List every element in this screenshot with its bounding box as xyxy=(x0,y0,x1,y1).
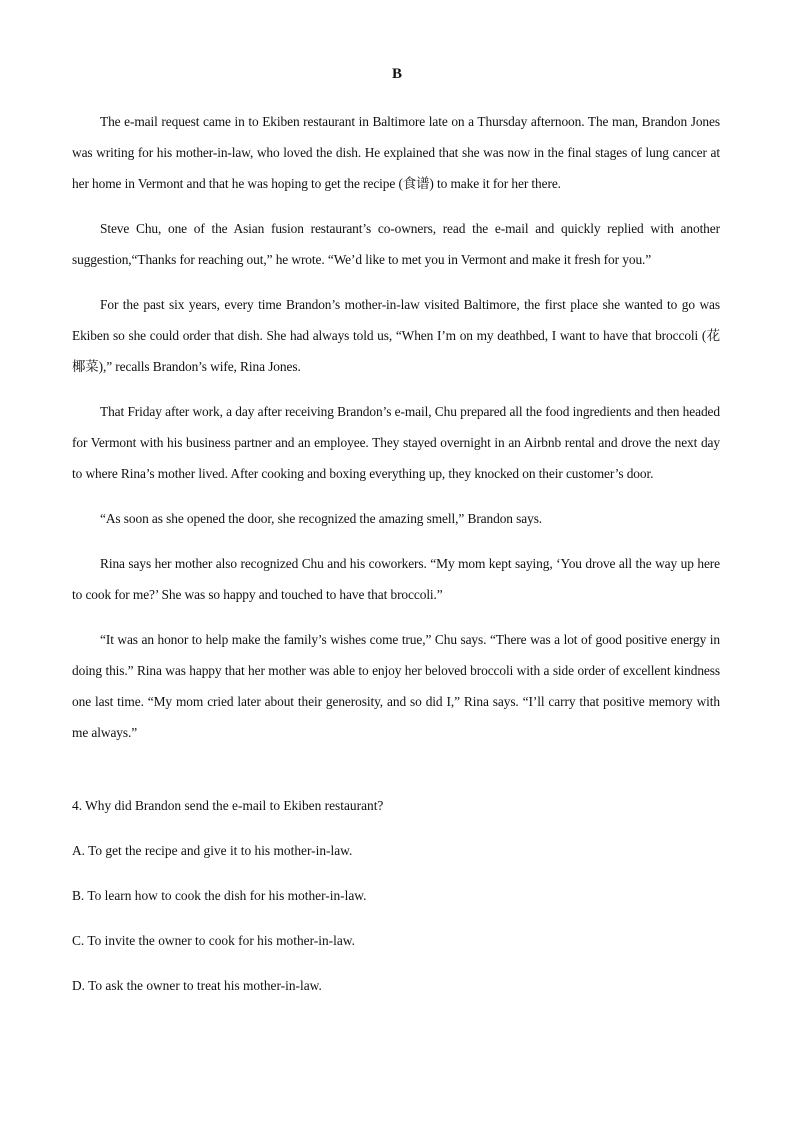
passage-paragraph-7: “It was an honor to help make the family’s wishes come true,” Chu says. “There was a lot of good positive energy in doing this.” Rina was happy that her mother was able to enjoy her beloved broccoli with a side order of excellent kindness one last time. “My mom cried later about their generosity, and so did I,” Rina says. “I’ll carry that positive memory with me always.” xyxy=(72,632,720,740)
answer-option-b[interactable]: B. To learn how to cook the dish for his mother-in-law. xyxy=(72,888,367,903)
passage-paragraph-4: That Friday after work, a day after receiving Brandon’s e-mail, Chu prepared all the food ingredients and then headed for Vermont with his business partner and an employee. They stayed overnight in an Airbnb rental and drove the next day to where Rina’s mother lived. After cooking and boxing everything up, they knocked on their customer’s door. xyxy=(72,404,720,481)
passage-paragraph-6: Rina says her mother also recognized Chu and his coworkers. “My mom kept saying, ‘You drove all the way up here to cook for me?’ She was so happy and touched to have that broccoli.” xyxy=(72,556,720,602)
question-text: 4. Why did Brandon send the e-mail to Ekiben restaurant? xyxy=(72,798,384,813)
reading-passage xyxy=(72,106,720,762)
question-block xyxy=(72,795,720,1020)
section-title: B xyxy=(391,66,402,82)
answer-option-d[interactable]: D. To ask the owner to treat his mother-in-law. xyxy=(72,978,322,993)
answer-option-c[interactable]: C. To invite the owner to cook for his mother-in-law. xyxy=(72,933,355,948)
answer-option-a[interactable]: A. To get the recipe and give it to his mother-in-law. xyxy=(72,843,353,858)
passage-paragraph-1: The e-mail request came in to Ekiben restaurant in Baltimore late on a Thursday afternoon. The man, Brandon Jones was writing for his mother-in-law, who loved the dish. He explained that she was now in the final stages of lung cancer at her home in Vermont and that he was hoping to get the recipe (食谱) to make it for her there. xyxy=(72,114,720,191)
passage-paragraph-2: Steve Chu, one of the Asian fusion restaurant’s co-owners, read the e-mail and quickly replied with another suggestion,“Thanks for reaching out,” he wrote. “We’d like to met you in Vermont and make it fresh for you.” xyxy=(72,221,720,267)
passage-paragraph-3: For the past six years, every time Brandon’s mother-in-law visited Baltimore, the first place she wanted to go was Ekiben so she could order that dish. She had always told us, “When I’m on my deathbed, I want to have that broccoli (花椰菜),” recalls Brandon’s wife, Rina Jones. xyxy=(72,297,720,374)
passage-paragraph-5: “As soon as she opened the door, she recognized the amazing smell,” Brandon says. xyxy=(100,511,543,526)
